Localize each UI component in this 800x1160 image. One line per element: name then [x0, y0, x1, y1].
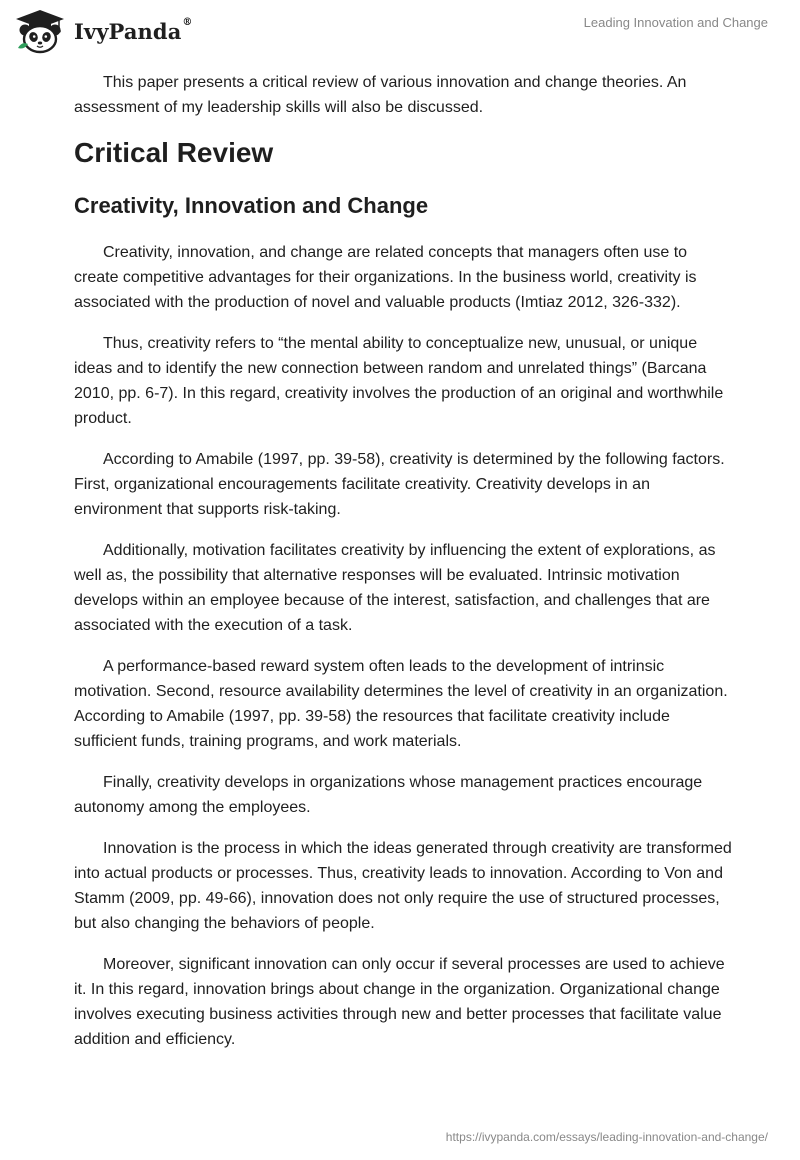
running-title: Leading Innovation and Change: [583, 15, 768, 30]
body-paragraph: Moreover, significant innovation can only occur if several processes are used to achieve it. In this regard, innovation brings about change in the organization. Organizational change involves executing business activities through new and better processes that facilitate value addition and efficiency.: [74, 956, 725, 1048]
page-header: [0, 0, 800, 60]
body-paragraph: Finally, creativity develops in organizations whose management practices encourage autonomy among the employees.: [74, 774, 703, 816]
panda-graduate-icon: [14, 8, 66, 54]
brand-name: [74, 16, 193, 44]
body-paragraph: According to Amabile (1997, pp. 39-58), creativity is determined by the following factors. First, organizational encouragements facilitate creativity. Creativity develops in an environment that supports risk-taking.: [74, 451, 725, 518]
ivypanda-logo[interactable]: [14, 8, 193, 54]
section-heading: Critical Review: [74, 137, 274, 168]
body-paragraph: A performance-based reward system often leads to the development of intrinsic motivation. Second, resource availability determines the level of creativity in an organization. According to Amabile (1997, pp. 39-58) the resources that facilitate creativity include sufficient funds, training programs, and work materials.: [74, 658, 728, 750]
subsection-heading: Creativity, Innovation and Change: [74, 193, 429, 218]
essay-content: [74, 70, 734, 1068]
brand-text: IvyPanda: [74, 18, 182, 44]
body-paragraph: Thus, creativity refers to “the mental ability to conceptualize new, unusual, or unique ideas and to identify the new connection between random and unrelated things” (Barcana 2010, pp. 6-7). In this regard, creativity involves the production of an original and worthwhile product.: [74, 335, 724, 427]
body-paragraph: Additionally, motivation facilitates creativity by influencing the extent of explorations, as well as, the possibility that alternative responses will be evaluated. Intrinsic motivation develops within an employee because of the interest, satisfaction, and challenges that are associated with the execution of a task.: [74, 542, 716, 634]
source-url[interactable]: https://ivypanda.com/essays/leading-innovation-and-change/: [445, 1130, 768, 1144]
body-paragraph: Creativity, innovation, and change are related concepts that managers often use to create competitive advantages for their organizations. In the business world, creativity is associated with the production of novel and valuable products (Imtiaz 2012, 326-332).: [74, 244, 697, 311]
intro-paragraph: This paper presents a critical review of various innovation and change theories. An assessment of my leadership skills will also be discussed.: [74, 74, 687, 116]
body-paragraph: Innovation is the process in which the ideas generated through creativity are transformed into actual products or processes. Thus, creativity leads to innovation. According to Von and Stamm (2009, pp. 49-66), innovation does not only require the use of structured processes, but also changing the behaviors of people.: [74, 840, 732, 932]
registered-mark: ®: [182, 16, 193, 28]
